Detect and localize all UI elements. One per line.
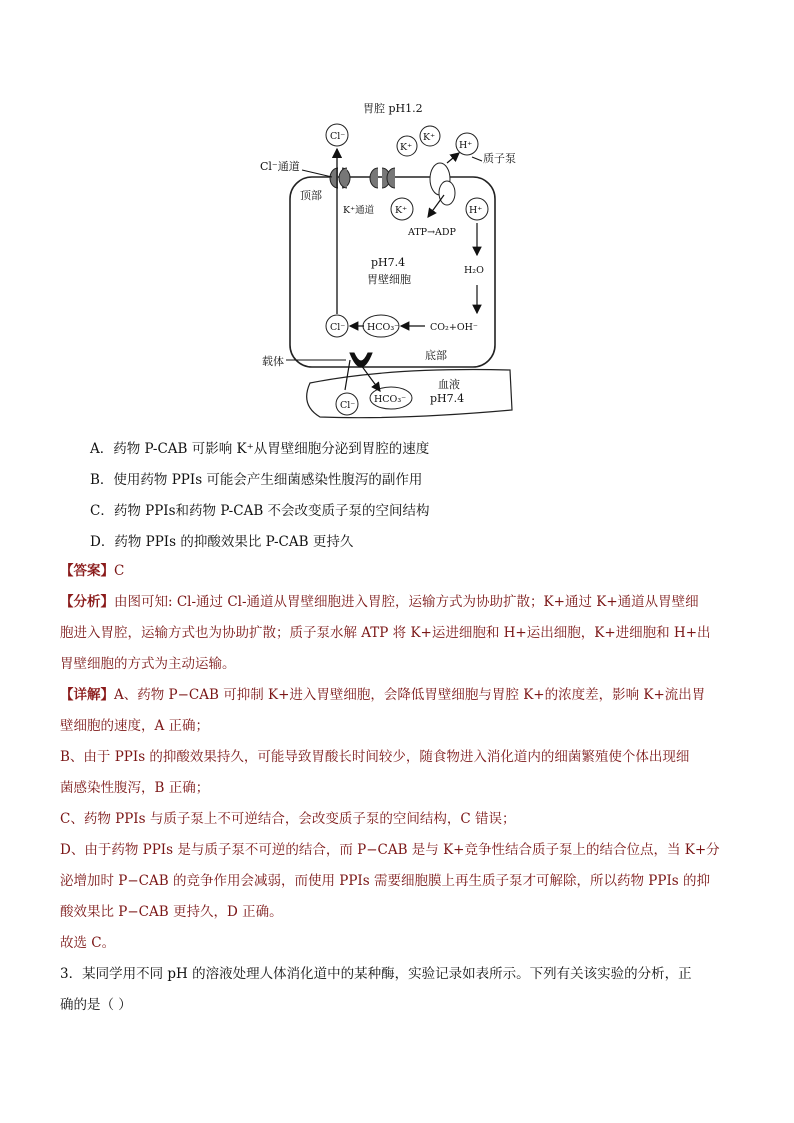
k-ion-top-right (420, 126, 440, 146)
h2o-label: H₂O (464, 265, 484, 276)
analysis-line-3: 胃壁细胞的方式为主动运输。 (60, 656, 236, 672)
hco3-ion-inside (363, 315, 399, 337)
svg-text:HCO₃⁻: HCO₃⁻ (374, 394, 407, 405)
k-ion-inside (391, 198, 413, 220)
analysis-tag: 【分析】 (60, 594, 114, 610)
k-channel-label: K⁺通道 (343, 205, 375, 216)
option-d: D．药物 PPIs 的抑酸效果比 P-CAB 更持久 (90, 534, 354, 550)
lumen-label: 胃腔 pH1.2 (363, 102, 423, 115)
cl-channel-pointer (302, 170, 332, 177)
svg-text:H⁺: H⁺ (469, 205, 483, 216)
answer-value: C (114, 563, 125, 579)
detail-line-1: 【详解】A、药物 P−CAB 可抑制 K+进入胃壁细胞，会降低胃壁细胞与胃腔 K+的浓度差，影响 K+流出胃 (60, 687, 706, 703)
answer-line (60, 556, 740, 587)
question-3-line-2: 确的是（ ） (60, 997, 132, 1013)
svg-text:Cl⁻: Cl⁻ (330, 131, 346, 142)
option-b: B．使用药物 PPIs 可能会产生细菌感染性腹泻的副作用 (90, 472, 423, 488)
svg-text:Cl⁻: Cl⁻ (330, 322, 346, 333)
svg-text:K⁺: K⁺ (423, 132, 436, 143)
carrier-label: 载体 (262, 355, 284, 368)
co2-oh-label: CO₂+OH⁻ (430, 322, 478, 333)
detail-line-4: 菌感染性腹泻，B 正确； (60, 780, 210, 796)
answer-options (90, 434, 730, 558)
svg-text:Cl⁻: Cl⁻ (340, 400, 356, 411)
k-ion-top-left (397, 136, 417, 156)
answer-tag: 【答案】 (60, 563, 114, 579)
detail-line-8: 酸效果比 P−CAB 更持久，D 正确。 (60, 904, 283, 920)
cl-ion-bottom (326, 315, 348, 337)
blood-label: 血液 (438, 378, 460, 391)
cl-channel-label: Cl⁻通道 (260, 160, 300, 173)
pump-pointer (472, 157, 482, 161)
proton-pump-label: 质子泵 (483, 152, 516, 165)
base-label: 底部 (425, 349, 447, 362)
detail-line-7: 泌增加时 P−CAB 的竞争作用会减弱，而使用 PPIs 需要细胞膜上再生质子泵才可解除，所以药物 PPIs 的抑 (60, 873, 710, 889)
cl-ion-blood (336, 393, 358, 415)
svg-text:K⁺: K⁺ (400, 142, 413, 153)
hco3-ion-blood (370, 387, 412, 409)
carrier-icon (350, 353, 372, 367)
detail-line-2: 壁细胞的速度，A 正确； (60, 718, 210, 734)
blood-ph-label: pH7.4 (430, 392, 465, 405)
analysis-line-2: 胞进入胃腔，运输方式也为协助扩散；质子泵水解 ATP 将 K+运进细胞和 H+运出细胞，K+进细胞和 H+出 (60, 625, 711, 641)
detail-line-5: C、药物 PPIs 与质子泵上不可逆结合，会改变质子泵的空间结构，C 错误； (60, 811, 516, 827)
h-out-arrow (447, 153, 459, 163)
k-in-arrow (428, 195, 444, 217)
hco3-out-arrow (361, 365, 380, 391)
detail-tag: 【详解】 (60, 687, 114, 703)
cell-ph-label: pH7.4 (371, 256, 406, 269)
svg-text:HCO₃⁻: HCO₃⁻ (367, 322, 400, 333)
svg-text:K⁺: K⁺ (395, 205, 408, 216)
parietal-cell-diagram (250, 95, 520, 425)
option-c: C．药物 PPIs和药物 P-CAB 不会改变质子泵的空间结构 (90, 503, 430, 519)
conclusion-line: 故选 C。 (60, 935, 116, 951)
analysis-line-1: 【分析】由图可知: Cl-通过 Cl-通道从胃壁细胞进入胃腔，运输方式为协助扩散；K+通过 K+通道从胃壁细 (60, 594, 699, 610)
h-ion-inside (466, 198, 488, 220)
cl-ion-top (326, 124, 348, 146)
svg-text:H⁺: H⁺ (459, 140, 473, 151)
option-a: A．药物 P-CAB 可影响 K⁺从胃壁细胞分泌到胃腔的速度 (90, 441, 430, 457)
h-ion-top (456, 133, 478, 155)
cl-exchange-line (345, 360, 350, 390)
parietal-cell-svg (250, 95, 520, 425)
question-3-line-1: 3．某同学用不同 pH 的溶液处理人体消化道中的某种酶，实验记录如表所示。下列有关该实验的分析，正 (60, 966, 692, 982)
apex-label: 顶部 (300, 189, 322, 202)
proton-pump-icon (430, 163, 455, 205)
answer-section (60, 556, 740, 1021)
detail-line-6: D、由于药物 PPIs 是与质子泵不可逆的结合，而 P−CAB 是与 K+竞争性结合质子泵上的结合位点，当 K+分 (60, 842, 720, 858)
cell-name-label: 胃壁细胞 (367, 273, 411, 286)
atp-adp-label: ATP→ADP (408, 227, 456, 238)
detail-line-3: B、由于 PPIs 的抑酸效果持久，可能导致胃酸长时间较少，随食物进入消化道内的细菌繁殖使个体出现细 (60, 749, 690, 765)
